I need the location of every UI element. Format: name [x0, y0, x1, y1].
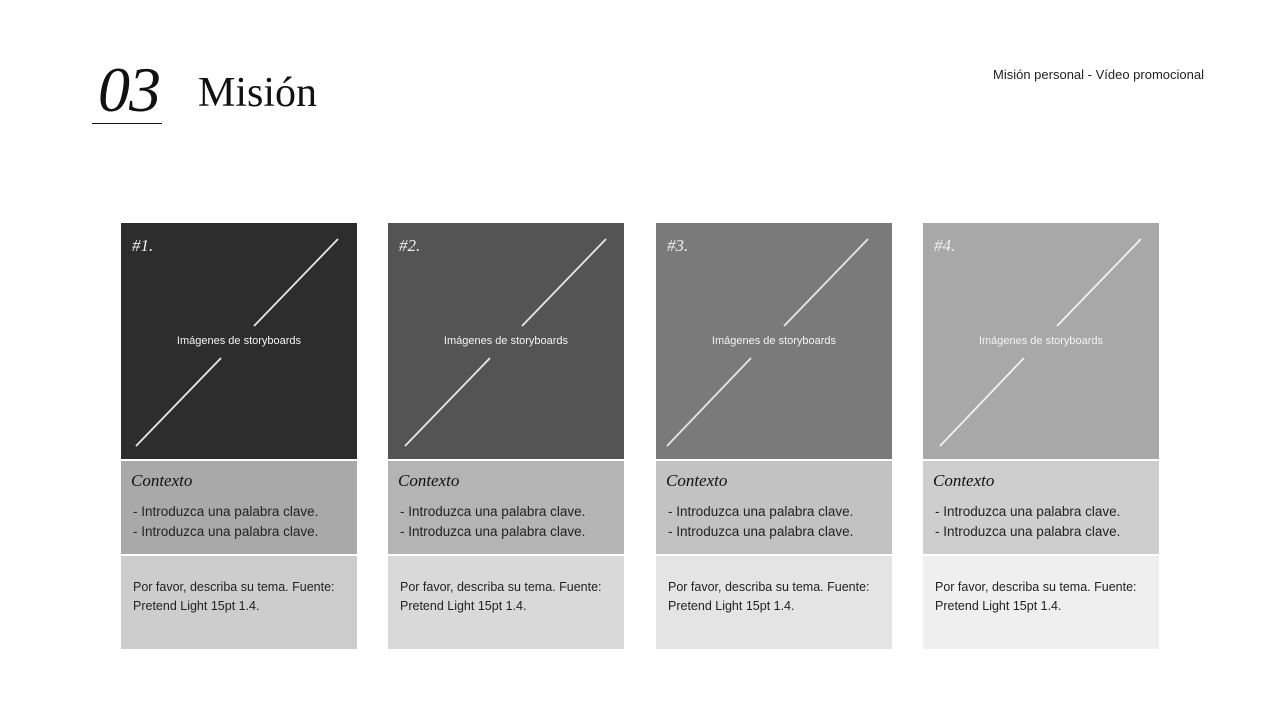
context-line: - Introduzca una palabra clave.: [935, 524, 1121, 539]
context-line: - Introduzca una palabra clave.: [668, 524, 854, 539]
section-number: 03: [92, 58, 162, 124]
storyboard-image-placeholder: [388, 223, 624, 459]
page-title: Misión: [198, 70, 318, 116]
image-label: Imágenes de storyboards: [443, 335, 569, 347]
context-title: Contexto: [666, 471, 728, 490]
description-section: Por favor, describa su tema. Fuente: Pretend Light 15pt 1.4.: [388, 556, 624, 649]
page-subtitle: Misión personal - Vídeo promocional: [993, 67, 1204, 82]
context-line: - Introduzca una palabra clave.: [133, 504, 319, 519]
context-line: - Introduzca una palabra clave.: [133, 524, 319, 539]
storyboard-card-1: [121, 223, 357, 649]
context-title: Contexto: [398, 471, 460, 490]
storyboard-card-4: [923, 223, 1159, 649]
context-title: Contexto: [933, 471, 995, 490]
context-line: - Introduzca una palabra clave.: [400, 524, 586, 539]
storyboard-card-3: [656, 223, 892, 649]
storyboard-card-2: [388, 223, 624, 649]
description-section: Por favor, describa su tema. Fuente: Pretend Light 15pt 1.4.: [121, 556, 357, 649]
context-line: - Introduzca una palabra clave.: [668, 504, 854, 519]
context-line: - Introduzca una palabra clave.: [935, 504, 1121, 519]
context-title: Contexto: [131, 471, 193, 490]
description-section: Por favor, describa su tema. Fuente: Pretend Light 15pt 1.4.: [923, 556, 1159, 649]
card-badge: #3.: [667, 236, 689, 255]
description-section: Por favor, describa su tema. Fuente: Pretend Light 15pt 1.4.: [656, 556, 892, 649]
context-section: [121, 461, 357, 554]
card-badge: #2.: [399, 236, 421, 255]
storyboard-image-placeholder: [923, 223, 1159, 459]
card-badge: #4.: [934, 236, 956, 255]
card-badge: #1.: [132, 236, 154, 255]
storyboard-image-placeholder: [121, 223, 357, 459]
image-label: Imágenes de storyboards: [176, 335, 302, 347]
context-section: [388, 461, 624, 554]
context-section: [656, 461, 892, 554]
context-line: - Introduzca una palabra clave.: [400, 504, 586, 519]
context-section: [923, 461, 1159, 554]
image-label: Imágenes de storyboards: [978, 335, 1104, 347]
image-label: Imágenes de storyboards: [711, 335, 837, 347]
storyboard-image-placeholder: [656, 223, 892, 459]
